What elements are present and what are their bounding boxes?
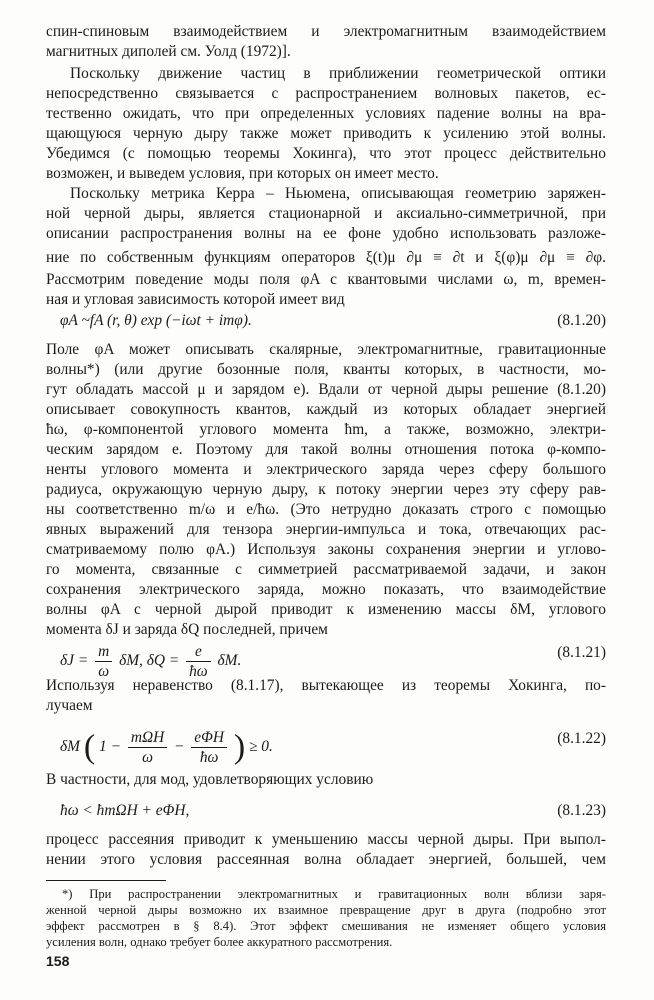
- text-line: процесс рассеяния приводит к уменьшению массы черной дыры. При выпол-: [46, 831, 606, 848]
- text-line: ħω, φ-компонентой углового момента ħm, а также, возможно, электри-: [46, 421, 606, 438]
- footnote-line: усиления волн, однако требует более аккуратного рассмотрения.: [46, 935, 393, 949]
- fraction-denominator: ħω: [189, 663, 208, 680]
- text-line: ной черной дыры, является стационарной и аксиально-симметричной, при: [46, 205, 606, 222]
- text-line: гут обладать массой μ и зарядом e). Вдали от черной дыры решение (8.1.20): [46, 381, 606, 398]
- equation-formula: ħω < ħmΩH + eΦH,: [60, 802, 190, 819]
- text-line: Используя неравенство (8.1.17), вытекающее из теоремы Хокинга, по-: [46, 677, 606, 694]
- text-line: описании распространения волны на ее фоне удобно использовать разложе-: [46, 225, 606, 242]
- text-line: Убедимся (с помощью теоремы Хокинга), что этот процесс действительно: [46, 145, 606, 162]
- text-line: В частности, для мод, удовлетворяющих условию: [46, 771, 374, 788]
- text-line: ная и угловая зависимость которой имеет вид: [46, 291, 345, 308]
- text-line: магнитных диполей см. Уолд (1972)].: [46, 43, 291, 60]
- right-paren: ): [233, 728, 246, 766]
- text-line: тественно ожидать, что при определенных условиях падение волны на вра-: [46, 105, 606, 122]
- equation-8-1-22: [46, 716, 606, 766]
- text-line: Рассмотрим поведение моды поля φA с квантовыми числами ω, m, времен-: [46, 271, 606, 288]
- text-line: ние по собственным функциям операторов ξ(t)μ ∂μ ≡ ∂t и ξ(φ)μ ∂μ ≡ ∂φ.: [46, 249, 606, 266]
- text-line: ны соответственно m/ω и e/ħω. (Это нетрудно доказать строго с помощью: [46, 501, 606, 518]
- fraction-numerator: mΩH: [128, 728, 167, 748]
- text-line: описывает совокупность квантов, каждый из которых обладает энергией: [46, 401, 606, 418]
- fraction-numerator: e: [186, 642, 211, 662]
- text-line: Поскольку метрика Керра – Ньюмена, описывающая геометрию заряжен-: [70, 185, 606, 202]
- text-line: спин-спиновым взаимодействием и электромагнитным взаимодействием: [46, 23, 606, 40]
- equation-8-1-20: [46, 310, 606, 334]
- text-line: непосредственно связывается с распространением волновых пакетов, ес-: [46, 85, 606, 102]
- equation-number: (8.1.23): [557, 802, 606, 819]
- equation-term: δJ =: [60, 652, 89, 670]
- equation-term: δM: [60, 738, 80, 756]
- fraction-numerator: eΦH: [191, 728, 227, 748]
- text-line: явных выражений для тензора энергии-импульса и тока, отвечающих рас-: [46, 521, 606, 538]
- equation-term: ≥ 0.: [249, 738, 273, 756]
- footnote-line: *) При распространении электромагнитных и гравитационных волн вблизи заря-: [62, 887, 606, 901]
- equation-term: δM.: [217, 652, 242, 670]
- text-line: сохранения электрического заряда, можно показать, что взаимодействие: [46, 581, 606, 598]
- text-line: сматриваемому полю φA.) Используя законы сохранения энергии и углово-: [46, 541, 606, 558]
- text-line: Поле φA может описывать скалярные, электромагнитные, гравитационные: [46, 341, 606, 358]
- page-number: 158: [46, 953, 70, 969]
- equation-term: δM, δQ =: [119, 652, 180, 670]
- text-line: нении этого условия рассеянная волна обладает энергией, большей, чем: [46, 851, 606, 868]
- equation-number: (8.1.21): [557, 644, 606, 661]
- equation-term: −: [174, 738, 185, 756]
- fraction-denominator: ω: [98, 663, 110, 680]
- text-line: Поскольку движение частиц в приближении геометрической оптики: [70, 65, 606, 82]
- text-line: го момента, связанные с симметрией рассматриваемой задачи, и закон: [46, 561, 606, 578]
- fraction-numerator: m: [95, 642, 112, 662]
- equation-8-1-23: [46, 800, 606, 824]
- equation-formula: [60, 728, 273, 767]
- fraction-denominator: ω: [142, 749, 153, 766]
- equation-number: (8.1.20): [557, 312, 606, 329]
- equation-formula: φA ~fA (r, θ) exp (−iωt + imφ).: [60, 312, 252, 329]
- equation-number: (8.1.22): [557, 730, 606, 747]
- fraction: [191, 728, 227, 767]
- text-line: лучаем: [46, 697, 93, 714]
- text-line: щающуюся черную дыру также может приводить к усилению этой волны.: [46, 125, 606, 142]
- text-line: ненты углового момента и электрического заряда через сферу большого: [46, 461, 606, 478]
- text-line: волны φA с черной дырой приводит к изменению массы δM, углового: [46, 601, 606, 618]
- fraction: [128, 728, 167, 767]
- fraction-denominator: ħω: [199, 749, 219, 766]
- equation-term: 1 −: [99, 738, 121, 756]
- footnote-divider: [46, 880, 166, 881]
- text-line: возможен, и выведем условия, при которых он имеет место.: [46, 165, 439, 182]
- footnote-line: эффект рассмотрен в § 8.4). Этот эффект смешивания не изменяет общего условия: [46, 919, 606, 933]
- text-line: момента δJ и заряда δQ последней, причем: [46, 621, 328, 638]
- text-line: радиуса, окружающую черную дыру, к потоку энергии через эту сферу рав-: [46, 481, 606, 498]
- text-line: ческим зарядом e. Поэтому для такой волны отношения потока φ-компо-: [46, 441, 606, 458]
- text-line: волны*) (или другие бозонные поля, кванты которых, в частности, мо-: [46, 361, 606, 378]
- equation-8-1-21: [46, 630, 606, 680]
- footnote-line: женной черной дыры возможно их взаимное превращение друг в друга (подробно этот: [46, 903, 606, 917]
- left-paren: (: [83, 728, 96, 766]
